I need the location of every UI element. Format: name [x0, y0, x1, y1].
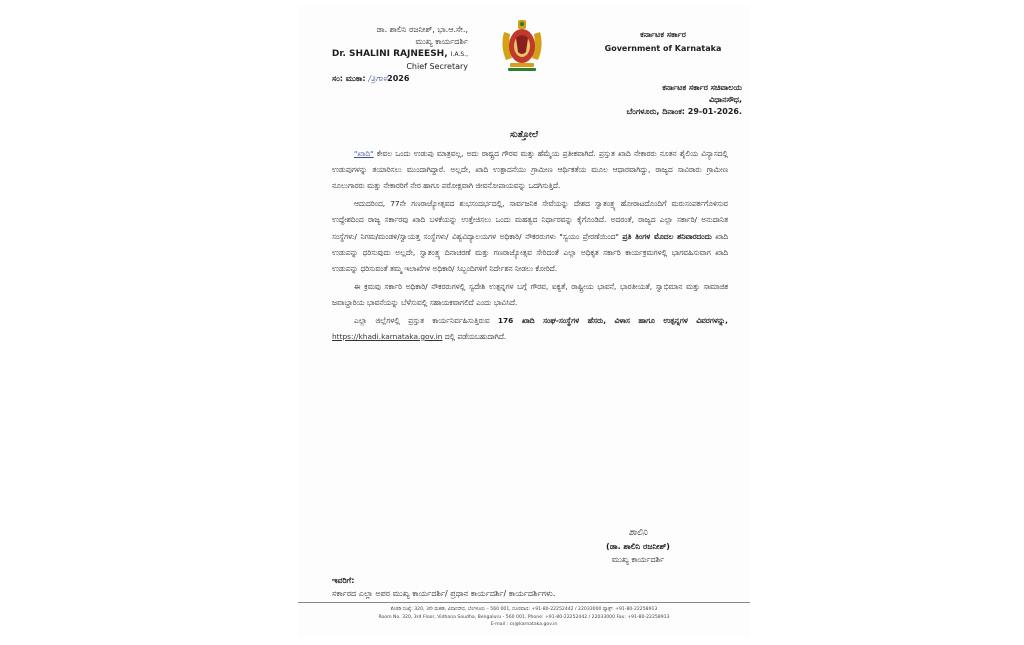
- paragraph-4: [332, 313, 728, 345]
- sender-title-kannada: ಮುಖ್ಯ ಕಾರ್ಯದರ್ಶಿ: [415, 37, 468, 46]
- paragraph-2-text-a: ಆದುದರಿಂದ, 77ನೇ ಗಣರಾಜ್ಯೋತ್ಸವದ ಶುಭಸಂದರ್ಭದಲ್ಲಿ, ಸಾರ್ವಜನಿಕ ಸೇವೆಯನ್ನು ದೇಶದ ಸ್ವಾತಂತ್ರ್ಯ ಹೋರಾಟದೊಂದಿಗೆ ಮರುಸಂಪರ್ಕಗೊಳಿಸುವ ಉದ್ದೇಶದಿಂದ ರಾಜ್ಯ ಸರ್ಕಾರವು ಖಾದಿ ಬಳಕೆಯನ್ನು ಉತ್ತೇಜಿಸಲು ಒಂದು ಮಹತ್ವದ ನಿರ್ಧಾರವನ್ನು ಕೈಗೊಂಡಿದೆ. ಅದರಂತೆ, ರಾಜ್ಯದ ಎಲ್ಲಾ ಸರ್ಕಾರಿ/ ಅನುದಾನಿತ ಸಂಸ್ಥೆಗಳು/ ನಿಗಮ/ಮಂಡಳಿ/ಸ್ವಾಯತ್ತ ಸಂಸ್ಥೆಗಳು/ ವಿಶ್ವವಿದ್ಯಾಲಯಗಳ ಅಧಿಕಾರಿ/ ನೌಕರರುಗಳು "ಸ್ವಯಂ ಪ್ರೇರಣೆಯಿಂದ": [332, 199, 728, 241]
- reference-handwritten: /ತ್ರಿಗಾಳ: [368, 74, 388, 83]
- reference-year: 2026: [387, 74, 410, 83]
- karnataka-emblem-icon: [494, 16, 550, 74]
- khadi-website-link[interactable]: https://khadi.karnataka.gov.in: [332, 331, 443, 341]
- recipients-block: [332, 574, 732, 600]
- government-name-kannada: ಕರ್ನಾಟಕ ಸರ್ಕಾರ: [640, 30, 686, 39]
- sender-block: [318, 24, 468, 85]
- document-date: ಬೆಂಗಳೂರು, ದಿನಾಂಕ: 29-01-2026.: [626, 107, 742, 116]
- office-line-2: ವಿಧಾನಸೌಧ,: [708, 95, 742, 104]
- recipients-label: ಇವರಿಗೆ:: [332, 576, 355, 585]
- document-heading: ಸುತ್ತೋಲೆ: [509, 130, 539, 140]
- footer-line-english: Room No. 320, 3rd Floor, Vidhana Soudha, Bengaluru - 560 001, Phone: +91-80-22252442 / 22033000 Fax: +91-80-22258913: [378, 614, 670, 620]
- circular-document: [298, 6, 750, 638]
- paragraph-1-text: ಕೇವಲ ಒಂದು ಉಡುಪು ಮಾತ್ರವಲ್ಲ, ಅದು ರಾಷ್ಟ್ರದ ಗೌರವ ಮತ್ತು ಹೆಮ್ಮೆಯ ಪ್ರತೀಕವಾಗಿದೆ. ಪ್ರಸ್ತುತ ಖಾದಿ ನೇಕಾರರು ನೂತನ ಶೈಲಿಯ ವಿನ್ಯಾಸದಲ್ಲಿ ಉಡುಪುಗಳನ್ನು ತಯಾರಿಸಲು ಮುಂದಾಗಿದ್ದಾರೆ. ಅಲ್ಲದೇ, ಖಾದಿ ಉತ್ಪಾದನೆಯು ಗ್ರಾಮೀಣ ಆರ್ಥಿಕತೆಯ ಮೂಲ ಆಧಾರವಾಗಿದ್ದು, ರಾಜ್ಯದ ಸಾವಿರಾರು ಗ್ರಾಮೀಣ ನೂಲುಗಾರರು ಮತ್ತು ನೇಕಾರರಿಗೆ ನೇರ ಹಾಗೂ ಪರೋಕ್ಷವಾಗಿ ಜೀವನೋಪಾಯವನ್ನು ಒದಗಿಸುತ್ತಿದೆ.: [332, 149, 728, 191]
- footer-line-kannada: ಕೊಠಡಿ ಸಂಖ್ಯೆ: 320, 3ನೇ ಮಹಡಿ, ವಿಧಾನಸೌಧ, ಬೆಂಗಳೂರು – 560 001, ದೂರವಾಣಿ: +91-80-22252442 / 22033000 ಫ್ಯಾಕ್ಸ್: +91-80-22258913: [390, 607, 658, 612]
- government-title: [598, 28, 728, 56]
- paragraph-3: [332, 279, 728, 311]
- footer-email: E-mail : cs@karnataka.gov.in: [490, 622, 558, 627]
- khadi-quote: "ಖಾದಿ": [354, 149, 374, 158]
- paragraph-2: [332, 196, 728, 277]
- sender-name-suffix: I.A.S.,: [450, 51, 468, 58]
- sender-name-text: Dr. SHALINI RAJNEESH,: [331, 49, 448, 59]
- office-address: [542, 82, 742, 118]
- signature-block: [578, 527, 698, 566]
- sender-name-english: [318, 48, 468, 61]
- paragraph-4-bold: 176 ಖಾದಿ ಸಂಘ-ಸಂಸ್ಥೆಗಳ ಹೆಸರು, ವಿಳಾಸ ಹಾಗೂ ಉತ್ಪನ್ನಗಳ ವಿವರಗಳನ್ನು,: [497, 315, 728, 325]
- office-line-1: ಕರ್ನಾಟಕ ಸರ್ಕಾರ ಸಚಿವಾಲಯ: [662, 83, 742, 92]
- paragraph-4-text-a: ಎಲ್ಲಾ ಜಿಲ್ಲೆಗಳಲ್ಲಿ ಪ್ರಸ್ತುತ ಕಾರ್ಯನಿರ್ವಹಿಸುತ್ತಿರುವ: [354, 315, 498, 325]
- document-body: [332, 146, 728, 346]
- reference-number: [332, 73, 468, 85]
- reference-label: ಸಂ: ಮುಕಾ:: [332, 74, 366, 83]
- sender-title-english: Chief Secretary: [406, 62, 468, 71]
- paragraph-1: [332, 146, 728, 195]
- sender-name-kannada: ಡಾ. ಶಾಲಿನಿ ರಜನೀಶ್, ಭಾ.ಆ.ಸೇ.,: [376, 25, 468, 34]
- recipients-text: ಸರ್ಕಾರದ ಎಲ್ಲಾ ಅಪರ ಮುಖ್ಯ ಕಾರ್ಯದರ್ಶಿ/ ಪ್ರಧಾನ ಕಾರ್ಯದರ್ಶಿ/ ಕಾರ್ಯದರ್ಶಿಗಳು.: [332, 589, 556, 598]
- paragraph-2-text-b: ಖಾದಿ ಉಡುಪನ್ನು ಧರಿಸುವುದು ಅಲ್ಲದೇ, ಸ್ವಾತಂತ್ರ್ಯ ದಿನಾಚರಣೆ ಮತ್ತು ಗಣರಾಜ್ಯೋತ್ಸವ ಸೇರಿದಂತೆ ಎಲ್ಲಾ ಅಧಿಕೃತ ಸರ್ಕಾರಿ ಕಾರ್ಯಕ್ರಮಗಳಲ್ಲಿ ಭಾಗವಹಿಸುವಾಗ ಖಾದಿ ಉಡುಪನ್ನು ಧರಿಸುವಂತೆ ತಮ್ಮ ಇಲಾಖೆಗಳ ಅಧಿಕಾರಿ/ ಸಿಬ್ಬಂದಿಗಳಿಗೆ ನಿರ್ದೇಶನ ನೀಡಲು ಕೋರಿದೆ.: [332, 231, 728, 273]
- letterhead-footer: [298, 602, 750, 629]
- signatory-name: (ಡಾ. ಶಾಲಿನಿ ರಜನೀಶ್): [606, 542, 670, 551]
- paragraph-4-text-b: ದಲ್ಲಿ ಪಡೆಯಬಹುದಾಗಿದೆ.: [442, 331, 507, 341]
- handwritten-signature: ಶಾಲಿನಿ: [628, 528, 648, 538]
- paragraph-2-bold: ಪ್ರತಿ ತಿಂಗಳ ಮೊದಲ ಶನಿವಾರದಂದು: [622, 231, 712, 241]
- signatory-title: ಮುಖ್ಯ ಕಾರ್ಯದರ್ಶಿ: [611, 555, 665, 564]
- paragraph-3-text: ಈ ಕ್ರಮವು ಸರ್ಕಾರಿ ಅಧಿಕಾರಿ/ ನೌಕರರುಗಳಲ್ಲಿ ಸ್ವದೇಶಿ ಉತ್ಪನ್ನಗಳ ಬಗ್ಗೆ ಗೌರವ, ಐಕ್ಯತೆ, ರಾಷ್ಟ್ರೀಯ ಭಾವನೆ, ಭಾರತೀಯತೆ, ಸ್ವಾಭಿಮಾನ ಮತ್ತು ಸಾಮಾಜಿಕ ಜವಾಬ್ದಾರಿಯ ಭಾವನೆಯನ್ನು ಬೆಳೆಸುವಲ್ಲಿ ಸಹಾಯಕವಾಗಲಿದೆ ಎಂದು ಭಾವಿಸಿದೆ.: [332, 281, 728, 307]
- government-name-english: Government of Karnataka: [604, 44, 722, 53]
